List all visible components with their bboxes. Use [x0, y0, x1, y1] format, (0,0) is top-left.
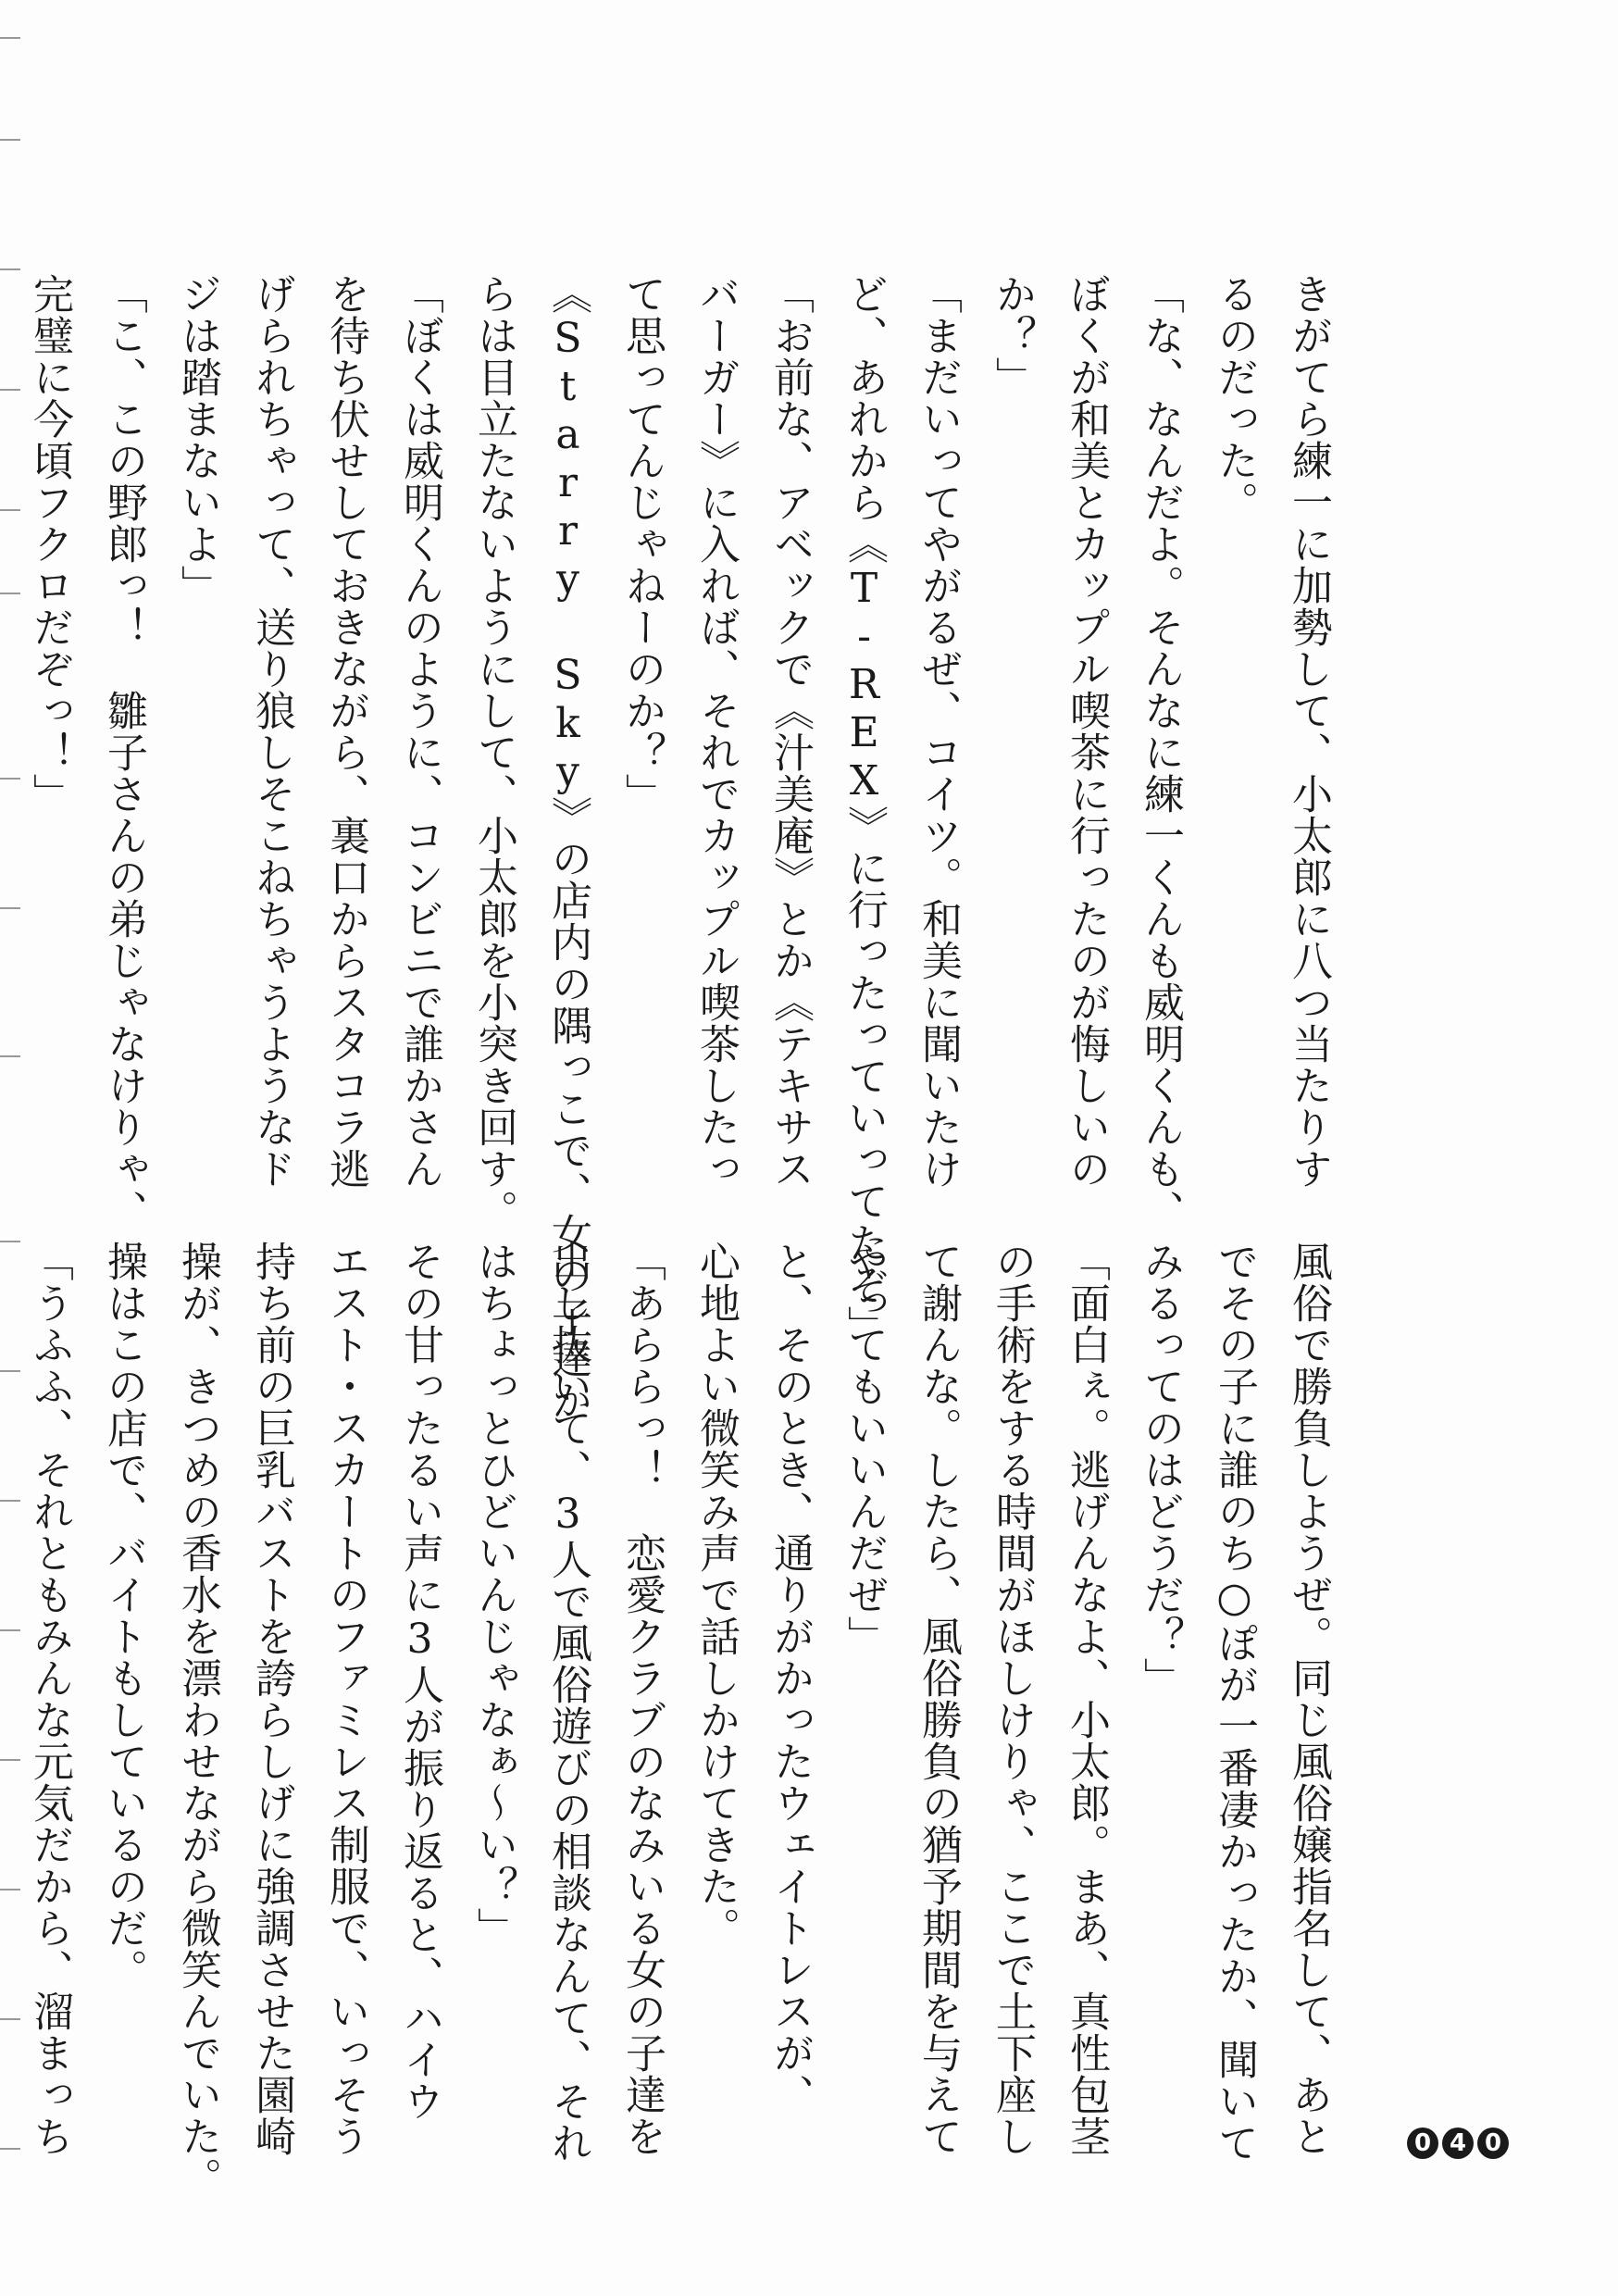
text-line: げられちゃって、送り狼しそこねちゃうようなド	[248, 273, 295, 1190]
text-line: 風俗で勝負しようぜ。同じ風俗嬢指名して、あと	[1285, 1241, 1332, 2157]
text-line: 「こ、この野郎っ！ 雛子さんの弟じゃなけりゃ、	[100, 273, 147, 1231]
text-line: 操が、きつめの香水を漂わせながら微笑んでいた。	[174, 1241, 221, 2199]
text-line: 「お前な、アベックで《汁美庵》とか《テキサス	[766, 273, 814, 1190]
edge-mark	[0, 2148, 20, 2150]
page-number-digit: 0	[1407, 2128, 1438, 2159]
text-line: ジは踏まないよ」	[174, 273, 221, 606]
edge-mark	[0, 139, 20, 141]
edge-mark	[0, 268, 20, 270]
text-line: 「面白ぇ。逃げんなよ、小太郎。まあ、真性包茎	[1063, 1241, 1110, 2157]
text-line: でその子に誰のち○ぽが一番凄かったか、聞いて	[1211, 1241, 1258, 2164]
text-line: きがてら練一に加勢して、小太郎に八つ当たりす	[1285, 273, 1332, 1190]
text-line: 出し抜いて、3人で風俗遊びの相談なんて、それ	[544, 1241, 591, 2164]
text-line: か？」	[989, 273, 1036, 398]
text-line: やってもいいんだぜ」	[840, 1241, 888, 1657]
upper-text-block	[0, 273, 1345, 1421]
text-line	[0, 1241, 12, 2129]
text-line: 「うふふ、それともみんな元気だから、溜まっち	[26, 1241, 73, 2157]
text-line: を待ち伏せしておきながら、裏口からスタコラ逃	[322, 273, 369, 1190]
text-line: その甘ったるい声に3人が振り返ると、ハイウ	[396, 1241, 443, 2122]
lower-text-block	[0, 1241, 1345, 2199]
text-line: と、そのとき、通りがかったウェイトレスが、	[766, 1241, 814, 2115]
text-line: 《Starry Sky》の店内の隅っこで、女の子達か	[544, 273, 591, 1421]
text-line	[0, 273, 12, 1162]
text-line: 「な、なんだよ。そんなに練一くんも威明くんも、	[1137, 273, 1184, 1231]
text-line: 完璧に今頃フクロだぞっ！」	[26, 273, 73, 815]
text-line: 「まだいってやがるぜ、コイツ。和美に聞いたけ	[915, 273, 962, 1190]
text-line: て謝んな。したら、風俗勝負の猶予期間を与えて	[915, 1241, 962, 2157]
text-line: 持ち前の巨乳バストを誇らしげに強調させた園崎	[248, 1241, 295, 2157]
text-line: はちょっとひどいんじゃなぁ～い？」	[470, 1241, 517, 1949]
edge-mark	[0, 37, 20, 39]
text-line: の手術をする時間がほしけりゃ、ここで土下座し	[989, 1241, 1036, 2157]
text-line: 「あららっ！ 恋愛クラブのなみいる女の子達を	[618, 1241, 666, 2157]
text-line: ど、あれから《T-REX》に行ったっていってたぞ」	[840, 273, 888, 1347]
text-line: バーガー》に入れば、それでカップル喫茶したっ	[692, 273, 740, 1190]
page-number-digit: 0	[1477, 2128, 1509, 2159]
page-number-digit: 4	[1442, 2128, 1474, 2159]
text-line: みるってのはどうだ？」	[1137, 1241, 1184, 1699]
text-line: 「ぼくは威明くんのように、コンビニで誰かさん	[396, 273, 443, 1190]
text-line: 操はこの店で、バイトもしているのだ。	[100, 1241, 147, 1990]
text-line: るのだった。	[1211, 273, 1258, 523]
text-line: ぼくが和美とカップル喫茶に行ったのが悔しいの	[1063, 273, 1110, 1190]
text-line: 心地よい微笑み声で話しかけてきた。	[692, 1241, 740, 1949]
text-line: て思ってんじゃねーのか？」	[618, 273, 666, 815]
text-line: らは目立たないようにして、小太郎を小突き回す。	[470, 273, 517, 1231]
page-number	[1407, 2128, 1509, 2159]
text-line: エスト・スカートのファミレス制服で、いっそう	[322, 1241, 369, 2157]
